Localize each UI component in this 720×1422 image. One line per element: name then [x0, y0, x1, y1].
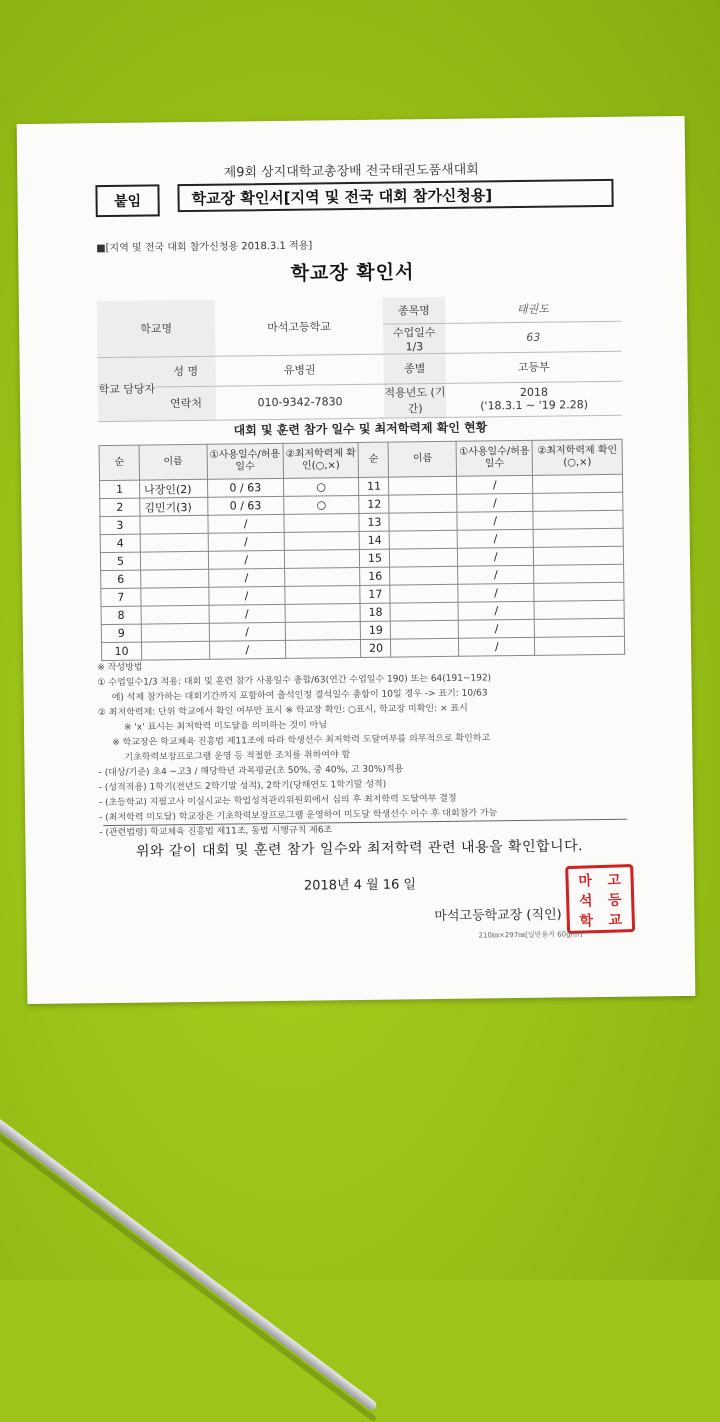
- row-number: 8: [101, 606, 141, 624]
- period-range: ('18.3.1 ~ '19 2.28): [480, 398, 589, 413]
- paper-spec: 210㎜×297㎜[일반용지 60g/㎡]: [478, 930, 583, 940]
- period-value: [446, 381, 622, 417]
- note-line: - (성적적용) 1학기(전년도 2학기말 성적), 2학기(당해연도 1학기말 성적): [98, 779, 387, 794]
- note-line: - (최저학력 미도달) 학교장은 기초학력보장프로그램 운영하여 미도달 학생선수 이수 후 대회참가 가능: [99, 808, 498, 824]
- days-used: /: [458, 565, 534, 584]
- school-label: 학교명: [97, 300, 216, 357]
- days-used: 0 / 63: [208, 496, 284, 515]
- seal-char: 마: [578, 873, 593, 890]
- name-label: 성 명: [155, 356, 215, 387]
- days-used: /: [457, 475, 533, 494]
- days-used: /: [458, 583, 534, 602]
- note-line: - (대상/기준) 초4 ~고3 / 해당학년 과목평균(초 50%, 중 40%, 고 30%)적용: [98, 764, 404, 779]
- note-line: 에) 석제 참가하는 대회기간까지 포함하여 출석인정 결석일수 총합이 10일 경우 -> 표기: 10/63: [111, 688, 488, 703]
- confirmation-text: 위와 같이 대회 및 훈련 참가 일수와 최저학력 관련 내용을 확인합니다.: [135, 838, 584, 860]
- grade-check: [534, 564, 624, 583]
- name-value: 유병권: [215, 354, 383, 386]
- seal-char: 교: [608, 912, 623, 929]
- col-grade: ②최저학력제 확인(○,×): [283, 442, 359, 478]
- row-number: 10: [101, 642, 141, 660]
- athlete-name: [141, 587, 209, 606]
- col-grade: ②최저학력제 확인(○,×): [532, 439, 622, 475]
- grade-check: [285, 621, 361, 640]
- note-line: 기초학력보장프로그램 운영 등 적절한 조치를 취하여야 함: [124, 750, 351, 763]
- days-used: /: [459, 619, 535, 638]
- days-used: /: [208, 550, 284, 569]
- athlete-name: [389, 476, 457, 495]
- official-seal: [565, 864, 635, 934]
- row-number: 11: [359, 477, 389, 495]
- grade-check: [534, 600, 624, 619]
- class-days-value: 63: [445, 321, 621, 353]
- grade-check: [284, 567, 360, 586]
- seal-char: 학: [579, 913, 594, 930]
- days-used: /: [208, 532, 284, 551]
- days-used: /: [457, 529, 533, 548]
- row-number: 12: [359, 495, 389, 513]
- days-used: /: [458, 547, 534, 566]
- athlete-name: [389, 512, 457, 531]
- note-line: ① 수업일수1/3 적용: 대회 및 훈련 참가 사용일수 총합/63(연간 수업일수 190) 또는 64(191~192): [97, 673, 492, 689]
- row-number: 20: [361, 639, 391, 657]
- athlete-name: [141, 605, 209, 624]
- sport-label: 종목명: [383, 297, 445, 324]
- document-sheet: [17, 116, 696, 1004]
- event-title: 제9회 상지대학교총장배 전국태권도품새대회: [223, 162, 479, 181]
- seal-char: 등: [607, 892, 622, 909]
- grade-check: ○: [283, 495, 359, 514]
- days-used: /: [458, 601, 534, 620]
- date-line: 2018년 4 월 16 일: [303, 877, 417, 894]
- days-used: /: [457, 511, 533, 530]
- col-name: 이름: [139, 444, 207, 480]
- note-line: ※ 작성방법: [97, 662, 143, 674]
- sport-value: 태권도: [445, 295, 621, 323]
- row-number: 5: [100, 552, 140, 570]
- athlete-name: [390, 602, 458, 621]
- col-days: ①사용일수/허용일수: [207, 443, 283, 479]
- days-used: /: [208, 568, 284, 587]
- participation-table: [99, 439, 626, 661]
- athlete-name: 나장인(2): [139, 479, 207, 498]
- grade-check: [535, 636, 625, 655]
- athlete-name: [390, 548, 458, 567]
- document-title: 학교장 확인서: [290, 261, 415, 285]
- category-label: 종별: [383, 353, 445, 384]
- attachment-badge: 붙임: [95, 184, 159, 217]
- grade-check: [285, 639, 361, 658]
- grade-check: [534, 618, 624, 637]
- grade-check: [533, 510, 623, 529]
- athlete-name: [141, 623, 209, 642]
- athlete-name: [140, 551, 208, 570]
- athlete-name: [391, 638, 459, 657]
- period-year: 2018: [519, 385, 549, 399]
- row-number: 3: [100, 516, 140, 534]
- athlete-name: [390, 530, 458, 549]
- grade-check: [533, 546, 623, 565]
- athlete-name: [141, 641, 209, 660]
- athlete-name: [141, 569, 209, 588]
- principal-signature: 마석고등학교장 (직인): [434, 907, 562, 925]
- grade-check: [284, 549, 360, 568]
- application-note: ■[지역 및 전국 대회 참가신청용 2018.3.1 적용]: [96, 240, 313, 255]
- grade-check: [284, 531, 360, 550]
- athlete-name: [391, 620, 459, 639]
- days-used: /: [457, 493, 533, 512]
- category-value: 고등부: [445, 351, 621, 383]
- note-line: - (초등학교) 지필고사 미실시교는 학업성적관리위원회에서 심의 후 최저학력 도달여부 결정: [98, 793, 457, 809]
- athlete-name: [389, 494, 457, 513]
- note-line: - (관련법령) 학교체육 진흥법 제11조, 동법 시행규칙 제6조: [99, 825, 333, 839]
- row-number: 19: [361, 621, 391, 639]
- grade-check: [533, 528, 623, 547]
- contact-label: 연락처: [156, 386, 216, 421]
- note-line: ※ 학교장은 학교체육 진흥법 제11조에 따라 학생선수 최저학력 도달여부를 의무적으로 확인하고: [112, 733, 491, 748]
- row-number: 13: [359, 513, 389, 531]
- row-number: 15: [360, 549, 390, 567]
- row-number: 17: [360, 585, 390, 603]
- note-line: ※ 'x' 표시는 최저학력 미도달을 의미하는 것이 아님: [123, 720, 328, 733]
- athlete-name: [140, 515, 208, 534]
- athlete-name: [390, 566, 458, 585]
- school-info-table: [97, 295, 622, 422]
- school-value: 마석고등학교: [215, 298, 384, 356]
- grade-check: [284, 513, 360, 532]
- days-used: /: [209, 604, 285, 623]
- grade-check: [284, 585, 360, 604]
- contact-value: 010-9342-7830: [216, 384, 384, 420]
- row-number: 6: [101, 570, 141, 588]
- row-number: 1: [100, 480, 140, 498]
- row-number: 9: [101, 624, 141, 642]
- days-used: /: [209, 622, 285, 641]
- grade-check: ○: [283, 477, 359, 496]
- days-used: /: [208, 514, 284, 533]
- row-number: 4: [100, 534, 140, 552]
- class-days-label: 수업일수 1/3: [383, 323, 445, 354]
- seal-char: 고: [607, 872, 622, 889]
- note-line: ② 최저학력제: 단위 학교에서 확인 여부만 표시 ※ 학교장 확인: ○표시, 학교장 미확인: × 표시: [97, 703, 468, 719]
- col-no: 순: [359, 442, 389, 477]
- row-number: 14: [360, 531, 390, 549]
- writing-notes: [97, 655, 639, 842]
- row-number: 18: [361, 603, 391, 621]
- grade-check: [533, 474, 623, 493]
- header-title: 학교장 확인서[지역 및 전국 대회 참가신청용]: [177, 179, 613, 212]
- col-name: 이름: [388, 441, 456, 477]
- athlete-name: 김민기(3): [140, 497, 208, 516]
- period-label: 적용년도 (기간): [384, 383, 446, 418]
- row-number: 2: [100, 498, 140, 516]
- athlete-name: [390, 584, 458, 603]
- col-days: ①사용일수/허용일수: [456, 440, 532, 476]
- days-used: /: [209, 640, 285, 659]
- col-no: 순: [99, 445, 139, 480]
- grade-check: [533, 492, 623, 511]
- days-used: /: [209, 586, 285, 605]
- teacher-label: 학교 담당자: [98, 356, 157, 421]
- grade-check: [285, 603, 361, 622]
- days-used: 0 / 63: [207, 478, 283, 497]
- athlete-name: [140, 533, 208, 552]
- row-number: 16: [360, 567, 390, 585]
- grade-check: [534, 582, 624, 601]
- row-number: 7: [101, 588, 141, 606]
- seal-char: 석: [578, 893, 593, 910]
- days-used: /: [459, 637, 535, 656]
- section-title: 대회 및 훈련 참가 일수 및 최저학력제 확인 현황: [233, 420, 488, 438]
